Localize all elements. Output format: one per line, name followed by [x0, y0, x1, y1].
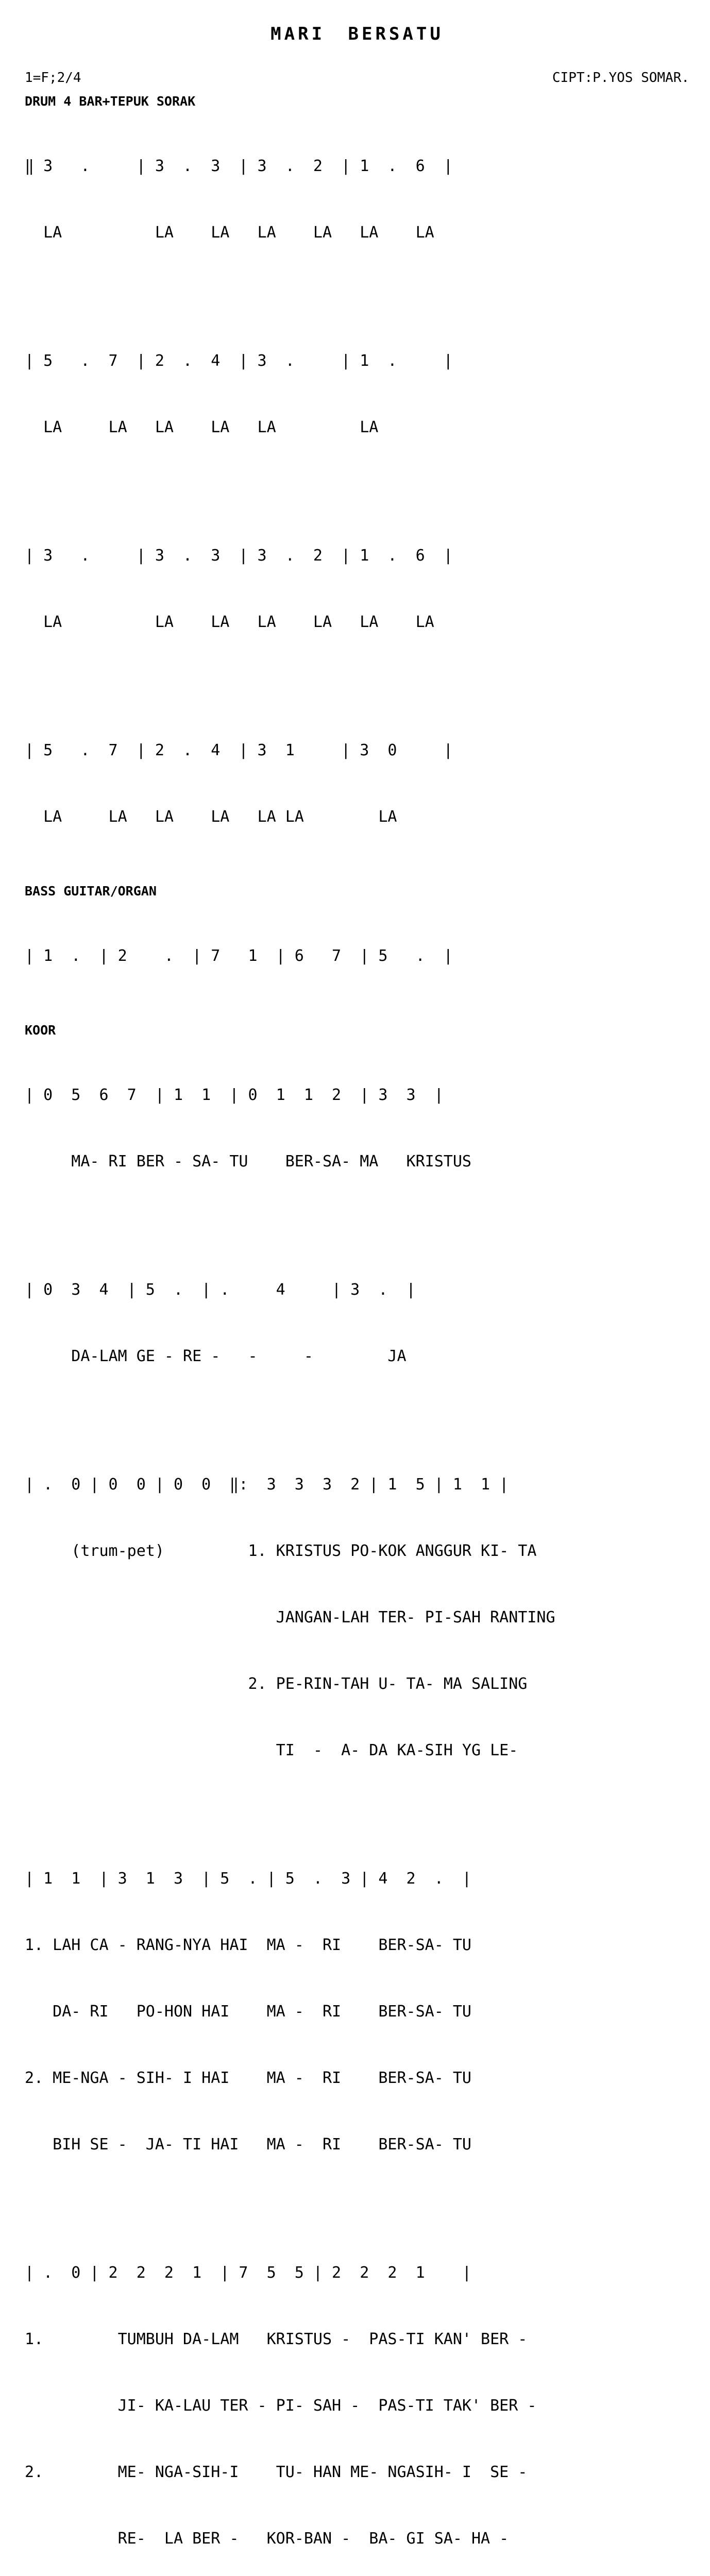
line-spacer [25, 677, 689, 695]
score-line: | 5 . 7 | 2 . 4 | 3 1 | 3 0 | [25, 741, 453, 759]
lyric-line: JI- KA-LAU TER - PI- SAH - PAS-TI TAK' BER - [25, 2397, 537, 2415]
lyric-line: 1. LAH CA - RANG-NYA HAI MA - RI BER-SA- TU [25, 1936, 471, 1954]
music-sheet [25, 19, 689, 2576]
section-heading-bass: BASS GUITAR/ORGAN [25, 884, 157, 899]
lyric-line: TI - A- DA KA-SIH YG LE- [25, 1741, 518, 1759]
lyric-line: (trum-pet) 1. KRISTUS PO-KOK ANGGUR KI- TA [25, 1542, 537, 1560]
line-spacer [25, 2200, 689, 2217]
line-spacer [25, 483, 689, 500]
lyric-line: MA- RI BER - SA- TU BER-SA- MA KRISTUS [25, 1153, 471, 1171]
line-spacer [25, 1412, 689, 1429]
lyric-line: RE- LA BER - KOR-BAN - BA- GI SA- HA - [25, 2530, 509, 2548]
lyric-line: LA LA LA LA LA LA [25, 418, 379, 436]
song-title: MARI BERSATU [271, 24, 444, 44]
line-spacer [25, 1806, 689, 1823]
lyric-line: 2. ME-NGA - SIH- I HAI MA - RI BER-SA- TU [25, 2069, 471, 2087]
score-block-koor [25, 1040, 689, 2576]
lyric-line: 2. ME- NGA-SIH-I TU- HAN ME- NGASIH- I SE - [25, 2463, 528, 2481]
lyric-line: LA LA LA LA LA LA LA [25, 224, 434, 242]
score-line: | . 0 | 0 0 | 0 0 ‖: 3 3 3 2 | 1 5 | 1 1 | [25, 1476, 509, 1494]
lyric-line: 2. PE-RIN-TAH U- TA- MA SALING [25, 1675, 528, 1693]
score-line: ‖ 3 . | 3 . 3 | 3 . 2 | 1 . 6 | [25, 157, 453, 175]
line-spacer [25, 288, 689, 306]
score-block-drum [25, 111, 689, 872]
section-heading-koor: KOOR [25, 1023, 56, 1038]
line-spacer [25, 1217, 689, 1234]
lyric-line: 1. TUMBUH DA-LAM KRISTUS - PAS-TI KAN' BER - [25, 2330, 528, 2348]
lyric-line: BIH SE - JA- TI HAI MA - RI BER-SA- TU [25, 2136, 471, 2154]
score-line: | 1 . | 2 . | 7 1 | 6 7 | 5 . | [25, 947, 453, 965]
score-line: | 0 3 4 | 5 . | . 4 | 3 . | [25, 1281, 416, 1299]
score-line: | 1 1 | 3 1 3 | 5 . | 5 . 3 | 4 2 . | [25, 1870, 471, 1888]
lyric-line: LA LA LA LA LA LA LA [25, 808, 397, 826]
score-line: | . 0 | 2 2 2 1 | 7 5 5 | 2 2 2 1 | [25, 2264, 471, 2282]
song-meta [25, 70, 689, 91]
key-signature: 1=F;2/4 [25, 70, 81, 86]
lyric-line: DA- RI PO-HON HAI MA - RI BER-SA- TU [25, 2003, 471, 2021]
lyric-line: JANGAN-LAH TER- PI-SAH RANTING [25, 1608, 555, 1626]
score-line: | 5 . 7 | 2 . 4 | 3 . | 1 . | [25, 352, 453, 370]
lyric-line: LA LA LA LA LA LA LA [25, 613, 434, 631]
composer-credit: CIPT:P.YOS SOMAR. [552, 70, 689, 86]
lyric-line: DA-LAM GE - RE - - - JA [25, 1347, 407, 1365]
score-line: | 3 . | 3 . 3 | 3 . 2 | 1 . 6 | [25, 547, 453, 565]
score-block-bass [25, 901, 689, 1011]
section-heading-drum: DRUM 4 BAR+TEPUK SORAK [25, 94, 196, 109]
score-line: | 0 5 6 7 | 1 1 | 0 1 1 2 | 3 3 | [25, 1086, 444, 1104]
